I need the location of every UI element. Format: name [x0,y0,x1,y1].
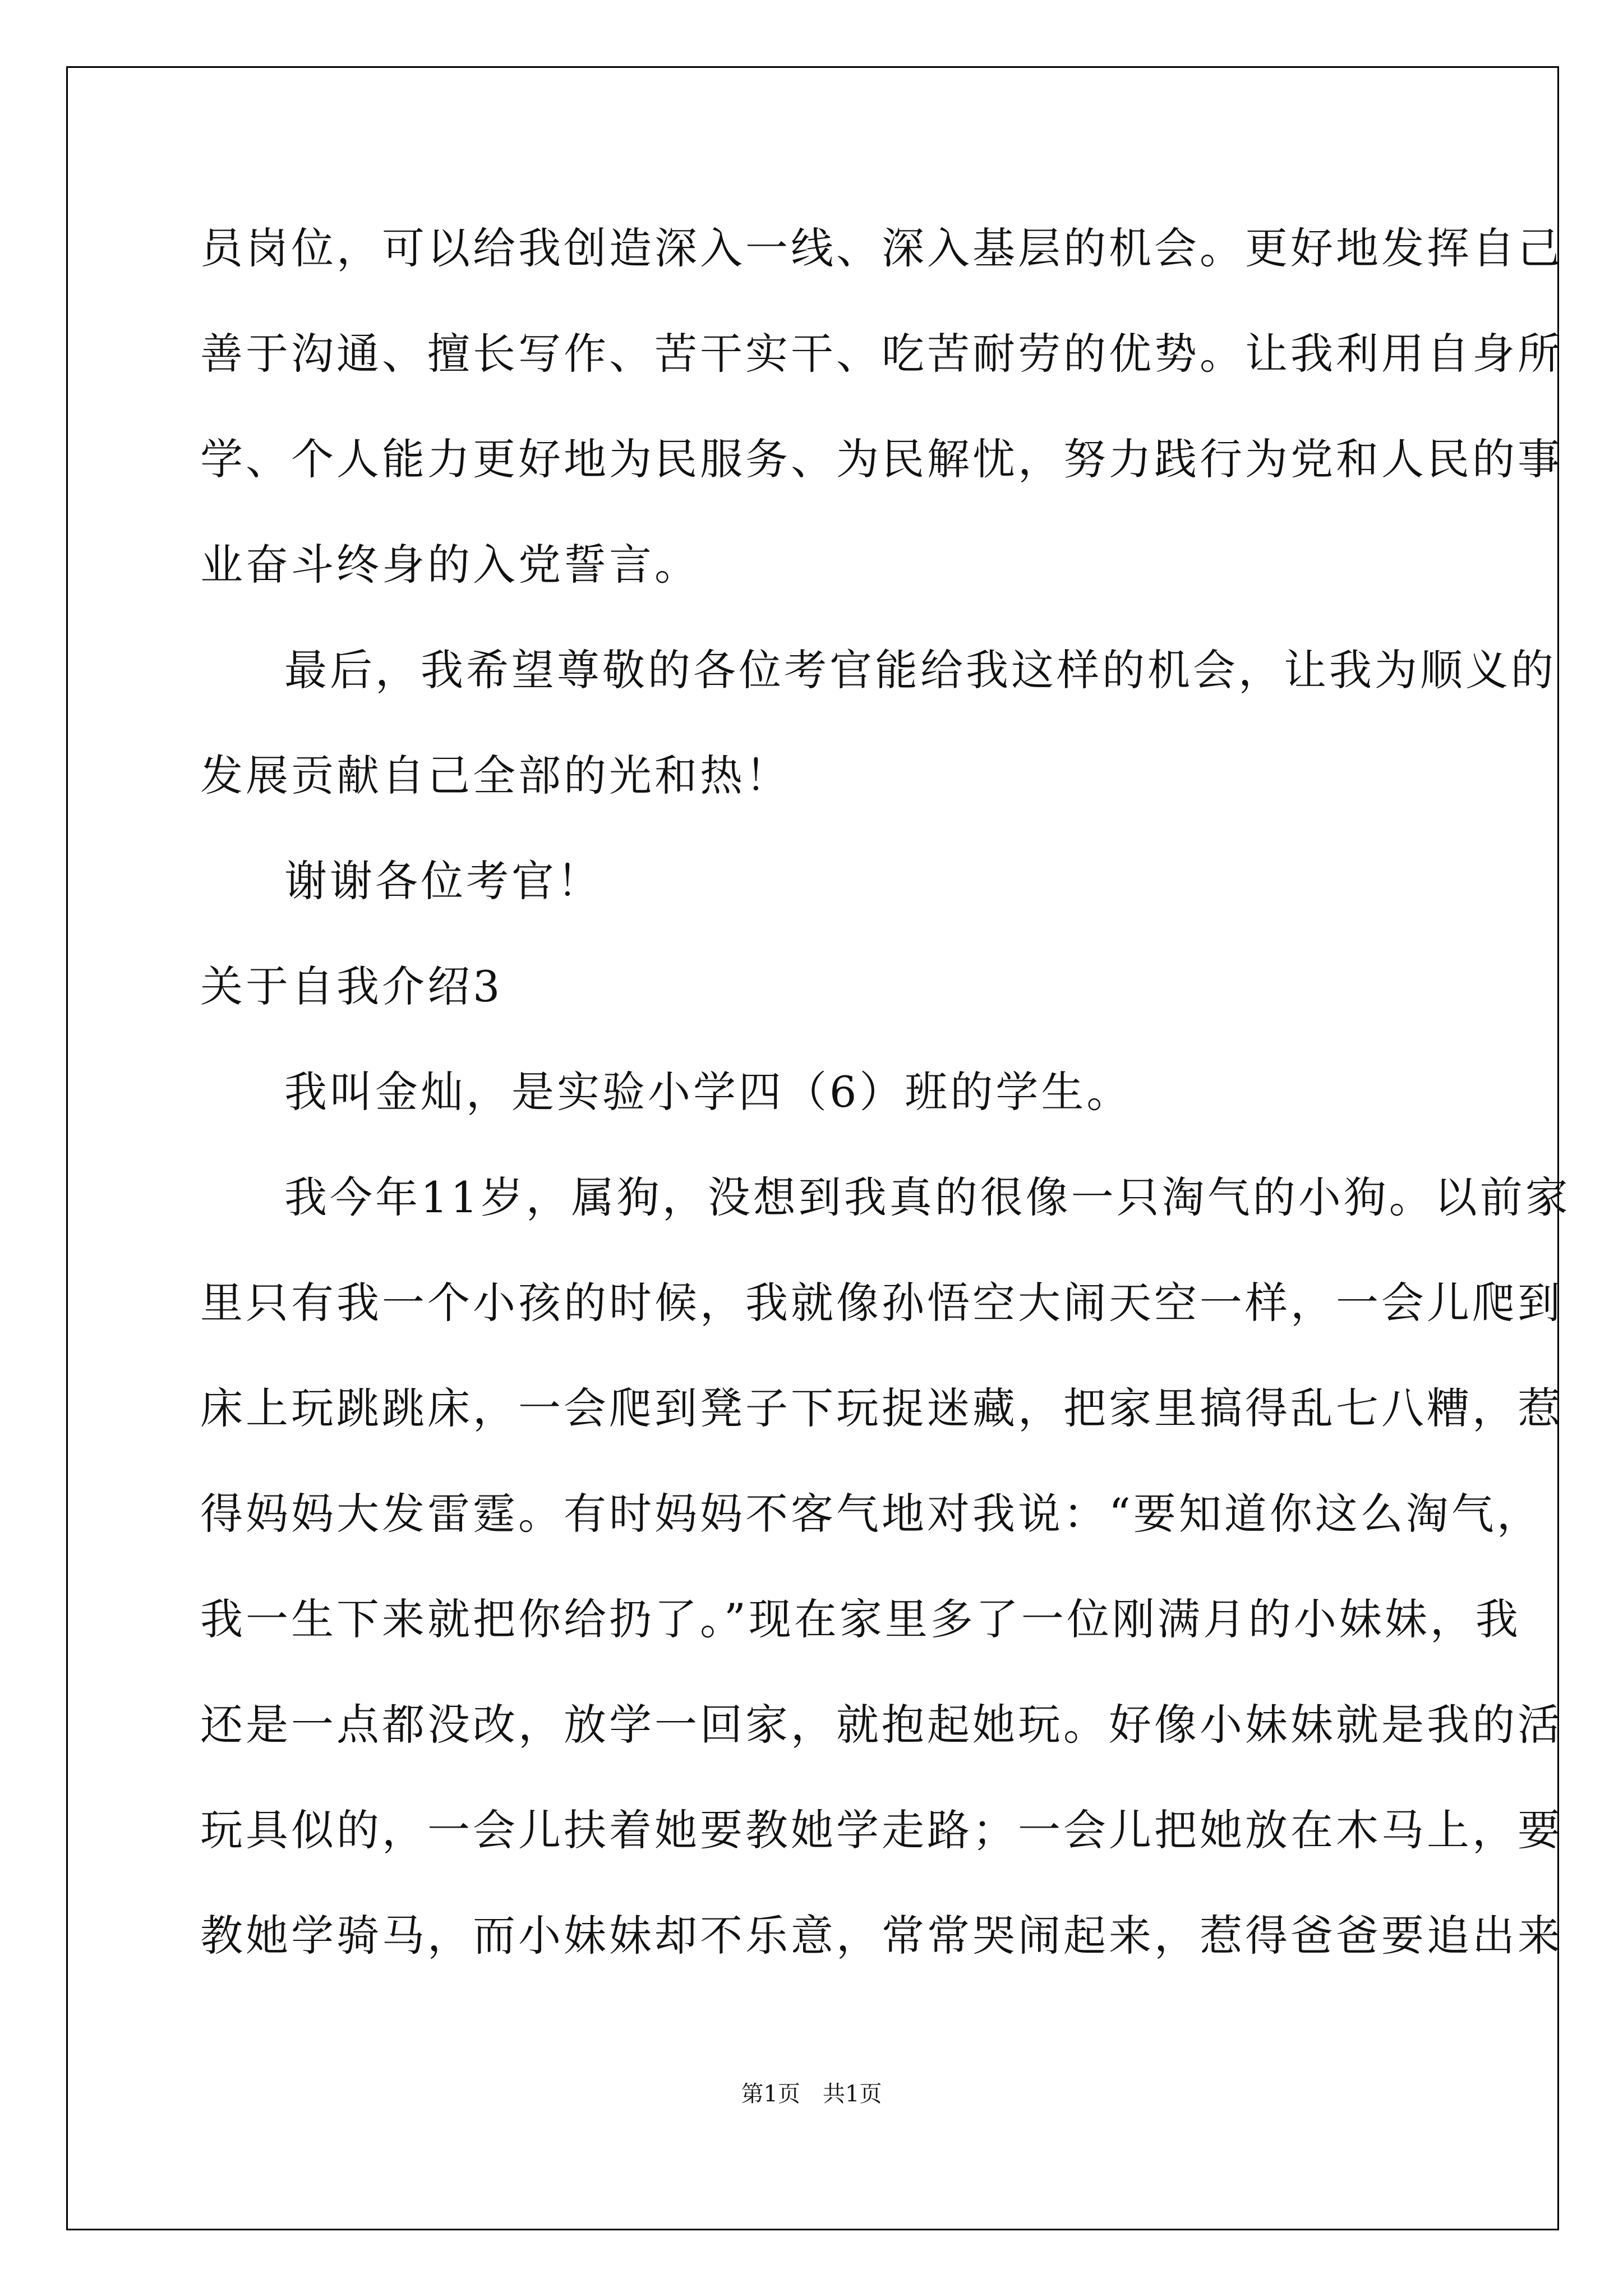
paragraph-line: 里只有我一个小孩的时候，我就像孙悟空大闹天空一样，一会儿爬到 [200,1278,1563,1328]
paragraph-line: 玩具似的，一会儿扶着她要教她学走路；一会儿把她放在木马上，要 [200,1805,1563,1855]
paragraph-line: 善于沟通、擅长写作、苦干实干、吃苦耐劳的优势。让我利用自身所 [200,329,1563,379]
paragraph-line: 我叫金灿，是实验小学四（6）班的学生。 [284,1067,1132,1117]
page-border [66,66,1559,2230]
paragraph-line: 发展贡献自己全部的光和热！ [200,751,791,800]
page-footer: 第1页 共1页 [741,2081,882,2107]
paragraph-line: 教她学骑马，而小妹妹却不乐意，常常哭闹起来，惹得爸爸要追出来 [200,1911,1563,1961]
paragraph-line: 得妈妈大发雷霆。有时妈妈不客气地对我说：“要知道你这么淘气， [200,1489,1542,1539]
section-heading: 关于自我介绍3 [200,961,503,1011]
paragraph-line: 床上玩跳跳床，一会爬到凳子下玩捉迷藏，把家里搞得乱七八糟，惹 [200,1383,1563,1433]
paragraph-line: 我今年11岁，属狗，没想到我真的很像一只淘气的小狗。以前家 [284,1172,1571,1222]
paragraph-line: 我一生下来就把你给扔了。”现在家里多了一位刚满月的小妹妹，我 [200,1594,1521,1644]
paragraph-line: 学、个人能力更好地为民服务、为民解忧，努力践行为党和人民的事 [200,434,1563,484]
paragraph-line: 还是一点都没改，放学一回家，就抱起她玩。好像小妹妹就是我的活 [200,1700,1563,1750]
paragraph-line: 谢谢各位考官！ [284,856,602,906]
paragraph-line: 员岗位，可以给我创造深入一线、深入基层的机会。更好地发挥自己 [200,223,1563,273]
paragraph-line: 业奋斗终身的入党誓言。 [200,540,700,590]
paragraph-line: 最后，我希望尊敬的各位考官能给我这样的机会，让我为顺义的 [284,645,1556,695]
